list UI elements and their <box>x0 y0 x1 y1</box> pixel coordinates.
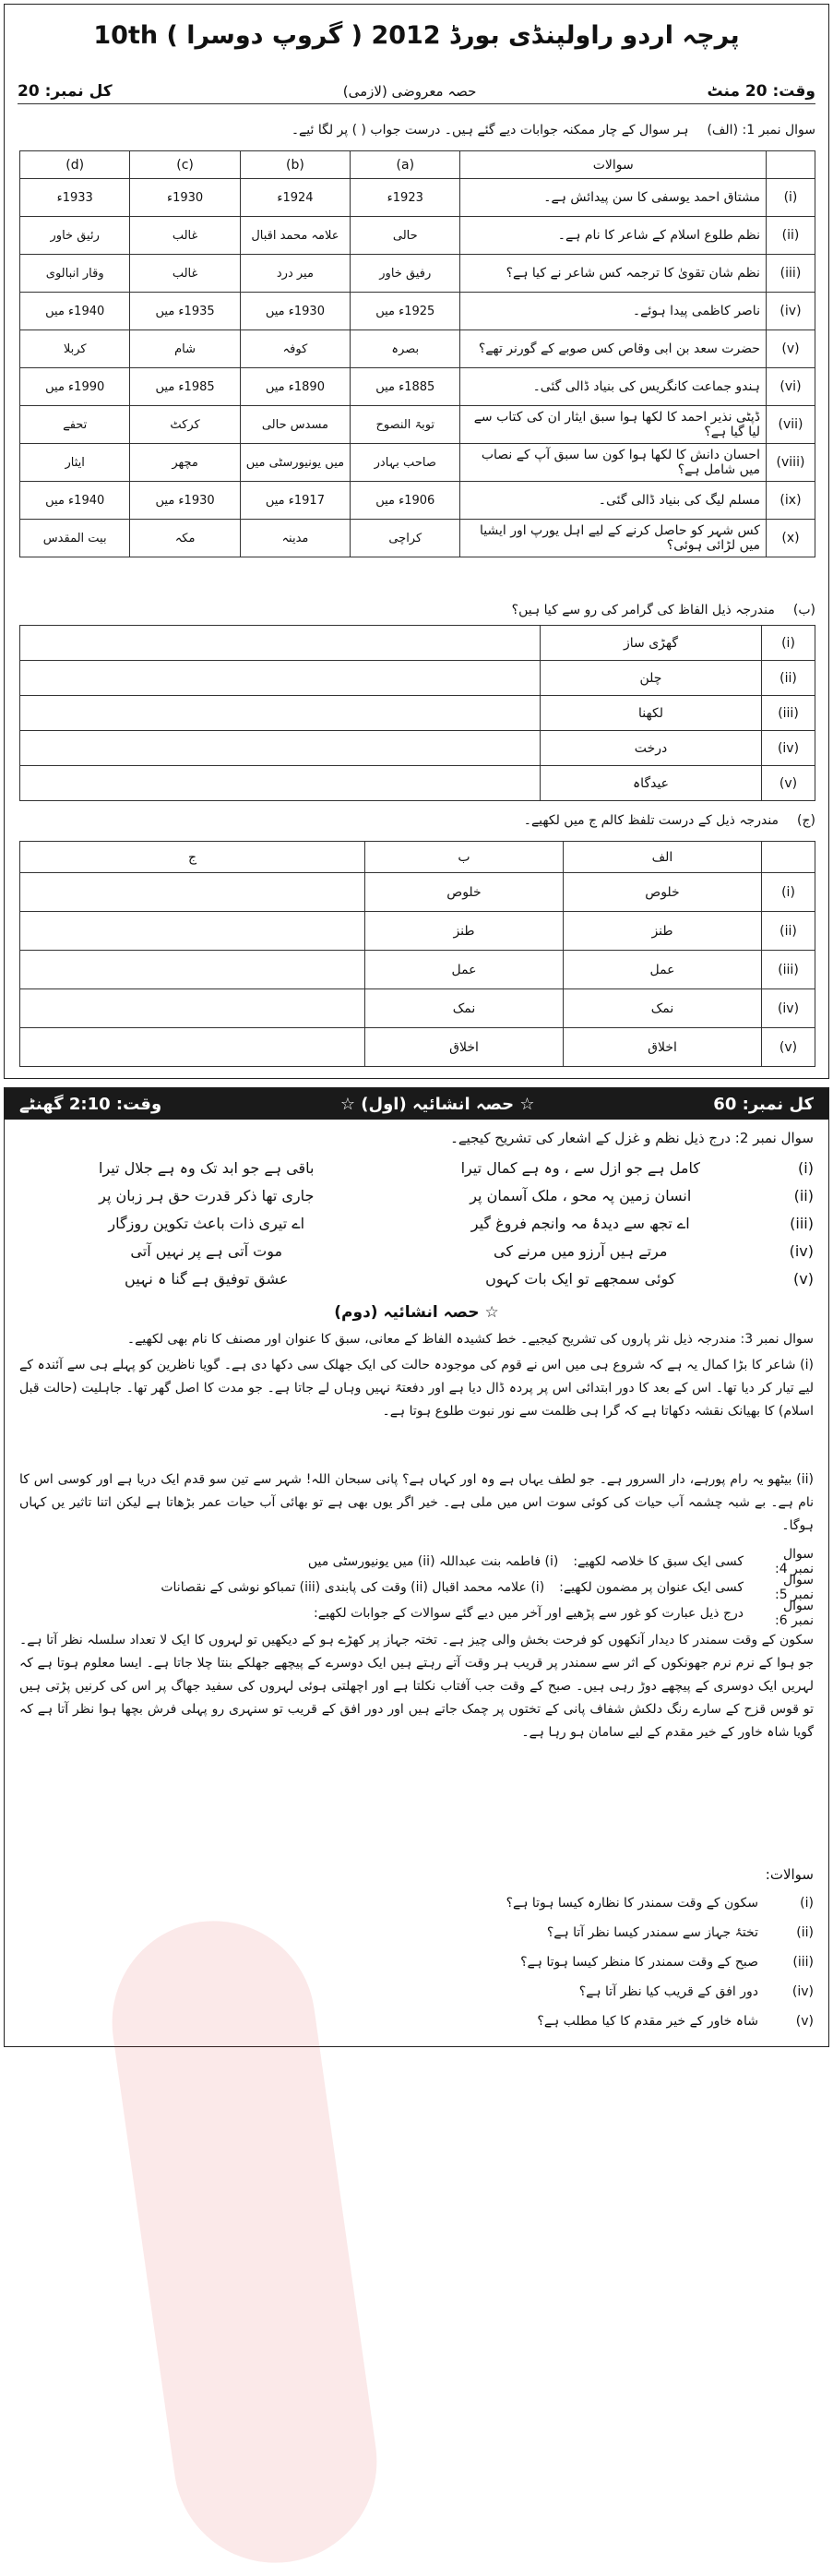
mcq-head-b: (b) <box>240 151 350 179</box>
mcq-question-text: نظم <box>737 228 760 243</box>
mcq-option-a[interactable]: توبۃ النصوح <box>351 406 460 444</box>
mcq-option-d[interactable]: بیت المقدس <box>20 520 130 557</box>
mcq-number: (v) <box>766 330 815 368</box>
pron-number: (iii) <box>762 951 815 989</box>
mcq-row <box>20 444 815 482</box>
mcq-question-text: احسان دانش کا لکھا ہوا کون سا سبق آپ کے نصاب میں شامل ہے؟ <box>481 448 760 477</box>
mcq-option-c[interactable]: 1935ء میں <box>130 293 240 330</box>
mcq-option-a[interactable]: 1906ء میں <box>351 482 460 520</box>
banner-section: ☆ حصہ انشائیہ (اول) ☆ <box>339 1094 535 1114</box>
subsection-heading: ☆ حصہ انشائیہ (دوم) <box>334 1303 499 1322</box>
poem-row <box>19 1155 814 1180</box>
mcq-question <box>460 368 767 406</box>
pron-number: (v) <box>762 1028 815 1067</box>
tc-head-alif: الف <box>564 842 762 873</box>
mcq-option-d[interactable]: 1933ء <box>20 179 130 217</box>
poem-line-a: کوئی سمجھے تو ایک بات کہوں <box>485 1269 676 1288</box>
mcq-row <box>20 255 815 293</box>
question-text: صبح کے وقت سمندر کا منظر کیسا ہوتا ہے؟ <box>520 1955 758 1970</box>
question-row <box>19 1978 814 2006</box>
grammar-row <box>20 626 815 661</box>
mcq-number: (ix) <box>766 482 815 520</box>
q2-text: سوال نمبر 2: درج ذیل نظم و غزل کے اشعار کی تشریح کیجیے۔ <box>450 1130 814 1146</box>
time-label: وقت: 20 منٹ <box>707 81 815 101</box>
poem-line-b: باقی ہے جو ابد تک وہ ہے جلال تیرا <box>99 1158 315 1177</box>
mcq-row <box>20 520 815 557</box>
q1c-heading <box>18 813 815 828</box>
pron-answer-cell[interactable] <box>20 912 365 951</box>
mcq-option-b[interactable]: 1917ء میں <box>240 482 350 520</box>
poem-line-a: اے تجھ سے دیدۂ مہ وانجم فروغ گیر <box>470 1214 690 1232</box>
pronunciation-table <box>19 841 815 1067</box>
poem-row <box>19 1238 814 1264</box>
mcq-row <box>20 293 815 330</box>
question-text: شاہ خاور کے خیر مقدم کا کیا مطلب ہے؟ <box>537 2014 758 2029</box>
mcq-option-d[interactable]: 1990ء میں <box>20 368 130 406</box>
mcq-option-d[interactable]: کربلا <box>20 330 130 368</box>
mcq-question <box>460 179 767 217</box>
q6-text: درج ذیل عبارت کو غور سے پڑھیے اور آخر میں دیے گئے سوالات کے جوابات لکھیے: <box>314 1606 744 1621</box>
mcq-question <box>460 293 767 330</box>
poem-number: (v) <box>793 1269 814 1288</box>
poem-number: (i) <box>798 1158 814 1177</box>
mcq-option-a[interactable]: حالی <box>351 217 460 255</box>
question-row <box>19 1919 814 1947</box>
question-row <box>19 2007 814 2035</box>
mcq-question-text: ہندو جماعت کانگریس کی بنیاد ڈالی گئی۔ <box>532 379 760 394</box>
mcq-question-text: مسلم لیگ کی بنیاد ڈالی گئی۔ <box>598 493 760 508</box>
mcq-row <box>20 482 815 520</box>
mcq-number: (i) <box>766 179 815 217</box>
grammar-word: عیدگاہ <box>541 766 762 801</box>
grammar-number: (iv) <box>762 731 815 766</box>
mcq-question <box>460 520 767 557</box>
mcq-header-row <box>20 151 815 179</box>
q1c-label: (ج) <box>797 813 815 828</box>
grammar-word: چلن <box>541 661 762 696</box>
poem-row <box>19 1182 814 1208</box>
mcq-option-b[interactable]: مدینہ <box>240 520 350 557</box>
pron-word-alif: نمک <box>564 989 762 1028</box>
mcq-question <box>460 255 767 293</box>
section-label: حصہ معروضی (لازمی) <box>342 82 477 100</box>
question-text: دور افق کے قریب کیا نظر آتا ہے؟ <box>578 1984 758 1999</box>
q1a-instruction: ہر سوال کے چار ممکنہ جوابات دیے گئے ہیں۔ درست جواب ( ) پر لگا ئیے۔ <box>291 123 689 138</box>
mcq-table <box>19 150 815 557</box>
mcq-option-a[interactable]: 1885ء میں <box>351 368 460 406</box>
pron-row <box>20 873 815 912</box>
poem-number: (ii) <box>793 1186 814 1204</box>
mcq-question-text: حضرت سعد بن ابی وقاص کس صوبے کے گورنر تھے؟ <box>478 341 760 356</box>
q4-text: کسی ایک سبق کا خلاصہ لکھیے: <box>573 1554 744 1569</box>
poem-number: (iii) <box>790 1214 814 1232</box>
mcq-question-text: نظم شان تقویٰ کا ترجمہ کس شاعر نے کیا ہے؟ <box>506 266 760 281</box>
mcq-option-a[interactable]: رفیق خاور <box>351 255 460 293</box>
mcq-row <box>20 406 815 444</box>
mcq-head-c: (c) <box>130 151 240 179</box>
pron-number: (iv) <box>762 989 815 1028</box>
question-number: (v) <box>795 2014 814 2029</box>
mcq-number: (x) <box>766 520 815 557</box>
grammar-answer-cell[interactable] <box>20 626 541 661</box>
grammar-row <box>20 661 815 696</box>
subjective-sheet <box>4 1087 829 2047</box>
mcq-option-c[interactable]: غالب <box>130 217 240 255</box>
passage-2 <box>19 1468 814 1538</box>
mcq-row <box>20 179 815 217</box>
mcq-option-a[interactable]: صاحب بہادر <box>351 444 460 482</box>
grammar-answer-cell[interactable] <box>20 696 541 731</box>
mcq-option-d[interactable]: وقار انبالوی <box>20 255 130 293</box>
mcq-option-b[interactable]: کوفہ <box>240 330 350 368</box>
grammar-row <box>20 731 815 766</box>
mcq-row <box>20 217 815 255</box>
mcq-number: (ii) <box>766 217 815 255</box>
poem-number: (iv) <box>789 1241 814 1260</box>
q1a-heading <box>18 123 815 138</box>
q5-options: (i) علامہ محمد اقبال (ii) وقت کی پابندی (iii) تمباکو نوشی کے نقصانات <box>161 1580 545 1595</box>
q5-row <box>19 1573 814 1602</box>
grammar-table <box>19 625 815 801</box>
mcq-option-c[interactable]: 1930ء میں <box>130 482 240 520</box>
pron-number: (ii) <box>762 912 815 951</box>
mcq-option-c[interactable]: مچھر <box>130 444 240 482</box>
pron-answer-cell[interactable] <box>20 951 365 989</box>
marks-label: کل نمبر: 20 <box>18 81 113 101</box>
mcq-question-text-2: طلوع اسلام کے شاعر کا نام ہے۔ <box>557 228 733 243</box>
mcq-option-c[interactable]: مکہ <box>130 520 240 557</box>
mcq-option-d[interactable]: 1940ء میں <box>20 482 130 520</box>
mcq-option-a[interactable]: کراچی <box>351 520 460 557</box>
mcq-question <box>460 444 767 482</box>
mcq-option-a[interactable]: 1923ء <box>351 179 460 217</box>
grammar-number: (i) <box>762 626 815 661</box>
poem-row <box>19 1210 814 1236</box>
question-row <box>19 1889 814 1917</box>
mcq-option-d[interactable]: 1940ء میں <box>20 293 130 330</box>
pron-answer-cell[interactable] <box>20 989 365 1028</box>
paper-meta <box>18 78 815 104</box>
question-text: تختۂ جہاز سے سمندر کیسا نظر آتا ہے؟ <box>546 1925 758 1940</box>
mcq-question-text: ڈپٹی نذیر احمد کا لکھا ہوا سبق ایثار ان کی کتاب سے لیا گیا ہے؟ <box>473 410 760 439</box>
grammar-number: (iii) <box>762 696 815 731</box>
pron-word-b: اخلاق <box>365 1028 564 1067</box>
banner-time: وقت: 2:10 گھنٹے <box>19 1094 162 1114</box>
mcq-head-d: (d) <box>20 151 130 179</box>
q1b-label: (ب) <box>792 603 815 617</box>
mcq-option-b[interactable]: میر درد <box>240 255 350 293</box>
pron-word-alif: عمل <box>564 951 762 989</box>
mcq-number: (viii) <box>766 444 815 482</box>
mcq-option-b[interactable]: علامہ محمد اقبال <box>240 217 350 255</box>
passage-3: سکون کے وقت سمندر کا دیدار آنکھوں کو فرحت بخش والی چیز ہے۔ تختہ جہاز پر کھڑے ہو کے دیکھیں تو لہروں کا ایک لا تعداد سلسلہ نظر آتا ہے۔ جو ہوا کے نرم نرم جھونکوں کے اثر سے سمندر پر قریب ہر وقت آتے رہتے ہیں ایک دوسرے کے پیچھے جھلکے بنتا چلا جاتا ہے۔ ایسا معلوم ہوتا ہے کہ لہریں ایک دوسری کے پیچھے دوڑ رہی ہیں۔ صبح کے وقت جب آفتاب نکلتا ہے اور اچھلتی ہوئی لہروں کی سفید جھاگ پر اس کی کرنیں پڑتی ہیں تو قوس قزح کے سارے رنگ دلکش شفاف پانی کے تختوں پر چمک جاتے ہیں اور دور افق کے قریب تو سنہری رو پہلی فرش بچھا ہوا نظر آتا ہے کہ گویا شاہ خاور کے خیر مقدم کے لیے سامان ہو رہا ہے۔ <box>19 1633 814 1740</box>
q5-text: کسی ایک عنوان پر مضمون لکھیے: <box>559 1580 744 1595</box>
tc-head-j: ج <box>20 842 365 873</box>
mcq-option-a[interactable]: بصرہ <box>351 330 460 368</box>
mcq-option-c[interactable]: غالب <box>130 255 240 293</box>
grammar-number: (ii) <box>762 661 815 696</box>
grammar-word: گھڑی ساز <box>541 626 762 661</box>
mcq-option-b[interactable]: مسدس حالی <box>240 406 350 444</box>
pron-word-alif: اخلاق <box>564 1028 762 1067</box>
grammar-answer-cell[interactable] <box>20 731 541 766</box>
poem-line-a: کامل ہے جو ازل سے ، وہ ہے کمال تیرا <box>460 1158 700 1177</box>
questions-label: سوالات: <box>765 1866 814 1883</box>
tc-header-row <box>20 842 815 873</box>
mcq-option-b[interactable]: 1924ء <box>240 179 350 217</box>
mcq-option-b[interactable]: میں یونیورسٹی میں <box>240 444 350 482</box>
passage-1-text: شاعر کا بڑا کمال یہ ہے کہ شروع ہی میں اس نے قوم کی موجودہ حالت کی ایک جھلک سی دکھا دی ہے۔ گویا ناظرین کو پہلے ہی سے آئندہ کے لیے تیار کر دیا تھا۔ اس کے بعد کا دور ابتدائی اس پر پردہ ڈال دیا ہے اور دفعتہً نہیں وہاں لے جاتا ہے۔ جو مدت کا اصل گھر تھا۔ جاہلیت (حالت قبل اسلام) کا بھیانک نقشہ دکھاتا ہے کہ گرا ہی ظلمت سے نور نبوت طلوع ہوتا ہے۔ <box>19 1358 814 1419</box>
question-number: (iii) <box>792 1955 814 1970</box>
q1b-heading <box>18 603 815 617</box>
grammar-word: درخت <box>541 731 762 766</box>
tc-head-b: ب <box>365 842 564 873</box>
question-number: (iv) <box>791 1984 814 1999</box>
pron-row <box>20 912 815 951</box>
mcq-option-b[interactable]: 1930ء میں <box>240 293 350 330</box>
grammar-row <box>20 696 815 731</box>
q1c-instruction: مندرجہ ذیل کے درست تلفظ کالم ج میں لکھیے۔ <box>523 813 779 828</box>
mcq-option-d[interactable]: تحفے <box>20 406 130 444</box>
mcq-option-c[interactable]: 1985ء میں <box>130 368 240 406</box>
subjective-banner <box>5 1088 828 1120</box>
mcq-option-d[interactable]: ایثار <box>20 444 130 482</box>
pron-word-alif: خلوص <box>564 873 762 912</box>
question-row <box>19 1948 814 1976</box>
pron-row <box>20 951 815 989</box>
poem-line-b: اے تیری ذات باعث تکوین روزگار <box>108 1214 305 1232</box>
mcq-option-c[interactable]: کرکٹ <box>130 406 240 444</box>
question-text: سکون کے وقت سمندر کا نظارہ کیسا ہوتا ہے؟ <box>506 1896 758 1911</box>
poem-row <box>19 1265 814 1291</box>
pron-row <box>20 989 815 1028</box>
grammar-answer-cell[interactable] <box>20 766 541 801</box>
poem-line-b: جاری تھا ذکر قدرت حق ہر زبان پر <box>99 1186 315 1204</box>
mcq-question-text: مشتاق احمد یوسفی کا سن پیدائش ہے۔ <box>543 190 760 205</box>
mcq-option-a[interactable]: 1925ء میں <box>351 293 460 330</box>
q4-row <box>19 1547 814 1576</box>
pron-word-b: خلوص <box>365 873 564 912</box>
mcq-number: (vii) <box>766 406 815 444</box>
pron-row <box>20 1028 815 1067</box>
banner-marks: کل نمبر: 60 <box>713 1094 814 1114</box>
paper-title: پرچہ اردو راولپنڈی بورڈ 2012 ( گروپ دوسرا ) 10th <box>93 21 740 50</box>
mcq-option-d[interactable]: رئیق خاور <box>20 217 130 255</box>
mcq-question <box>460 482 767 520</box>
question-number: (i) <box>800 1896 814 1911</box>
pron-word-b: نمک <box>365 989 564 1028</box>
mcq-number: (iii) <box>766 255 815 293</box>
mcq-number: (vi) <box>766 368 815 406</box>
q1a-label: سوال نمبر 1: (الف) <box>707 123 815 138</box>
q1b-instruction: مندرجہ ذیل الفاظ کی گرامر کی رو سے کیا ہیں؟ <box>511 603 775 617</box>
q4-options: (i) فاطمہ بنت عبداللہ (ii) میں یونیورسٹی میں <box>307 1554 559 1569</box>
mcq-number: (iv) <box>766 293 815 330</box>
mcq-question <box>460 217 767 255</box>
mcq-option-c[interactable]: شام <box>130 330 240 368</box>
grammar-word: لکھنا <box>541 696 762 731</box>
mcq-body <box>20 179 815 557</box>
poem-line-a: انسان زمین پہ محو ، ملک آسمان پر <box>470 1186 692 1204</box>
q4-label: سوال نمبر 4: <box>774 1547 814 1576</box>
question-number: (ii) <box>796 1925 814 1940</box>
pron-answer-cell[interactable] <box>20 1028 365 1067</box>
mcq-question <box>460 330 767 368</box>
passage-2-number: (ii) <box>796 1472 814 1487</box>
poem-line-a: مرتے ہیں آرزو میں مرنے کی <box>494 1241 668 1260</box>
mcq-question <box>460 406 767 444</box>
mcq-head-a: (a) <box>351 151 460 179</box>
grammar-answer-cell[interactable] <box>20 661 541 696</box>
mcq-question-text: ناصر کاظمی پیدا ہوئے۔ <box>632 304 760 318</box>
pron-word-b: عمل <box>365 951 564 989</box>
objective-sheet <box>4 4 829 1079</box>
poem-line-b: موت آتی ہے پر نہیں آتی <box>130 1241 283 1260</box>
passage-1 <box>19 1354 814 1423</box>
mcq-head-questions: سوالات <box>460 151 767 179</box>
pron-word-alif: طنز <box>564 912 762 951</box>
passage-1-number: (i) <box>800 1358 814 1372</box>
grammar-number: (v) <box>762 766 815 801</box>
q6-row <box>19 1599 814 1628</box>
mcq-row <box>20 330 815 368</box>
passage-2-text: بیٹھو یہ رام پورہے، دار السرور ہے۔ جو لطف یہاں ہے وہ اور کہاں ہے؟ پانی سبحان اللہ! شہر سے تین سو قدم ایک دریا ہے اور کوسی اس کا نام ہے۔ بے شبہ چشمہ آب حیات کی کوئی سوت اس میں ملی ہے۔ خیر اگر یوں بھی ہے تو بھائی آب حیات عمر بڑھاتا ہے لیکن اتنا تاثیر یں کہاں ہوگا۔ <box>19 1472 814 1533</box>
grammar-row <box>20 766 815 801</box>
pron-answer-cell[interactable] <box>20 873 365 912</box>
q6-label: سوال نمبر 6: <box>774 1599 814 1628</box>
mcq-option-c[interactable]: 1930ء <box>130 179 240 217</box>
mcq-option-b[interactable]: 1890ء میں <box>240 368 350 406</box>
poem-line-b: عشق توفیق ہے گنا ہ نہیں <box>125 1269 289 1288</box>
mcq-row <box>20 368 815 406</box>
pron-word-b: طنز <box>365 912 564 951</box>
pron-number: (i) <box>762 873 815 912</box>
q5-label: سوال نمبر 5: <box>774 1573 814 1602</box>
q3-text: سوال نمبر 3: مندرجہ ذیل نثر پاروں کی تشریح کیجیے۔ خط کشیدہ الفاظ کے معانی، سبق کا عنوان اور مصنف کا نام بھی لکھیے۔ <box>126 1332 814 1347</box>
mcq-question-text: کس شہر کو حاصل کرنے کے لیے اہل یورپ اور ایشیا میں لڑائی ہوئی؟ <box>479 523 760 553</box>
